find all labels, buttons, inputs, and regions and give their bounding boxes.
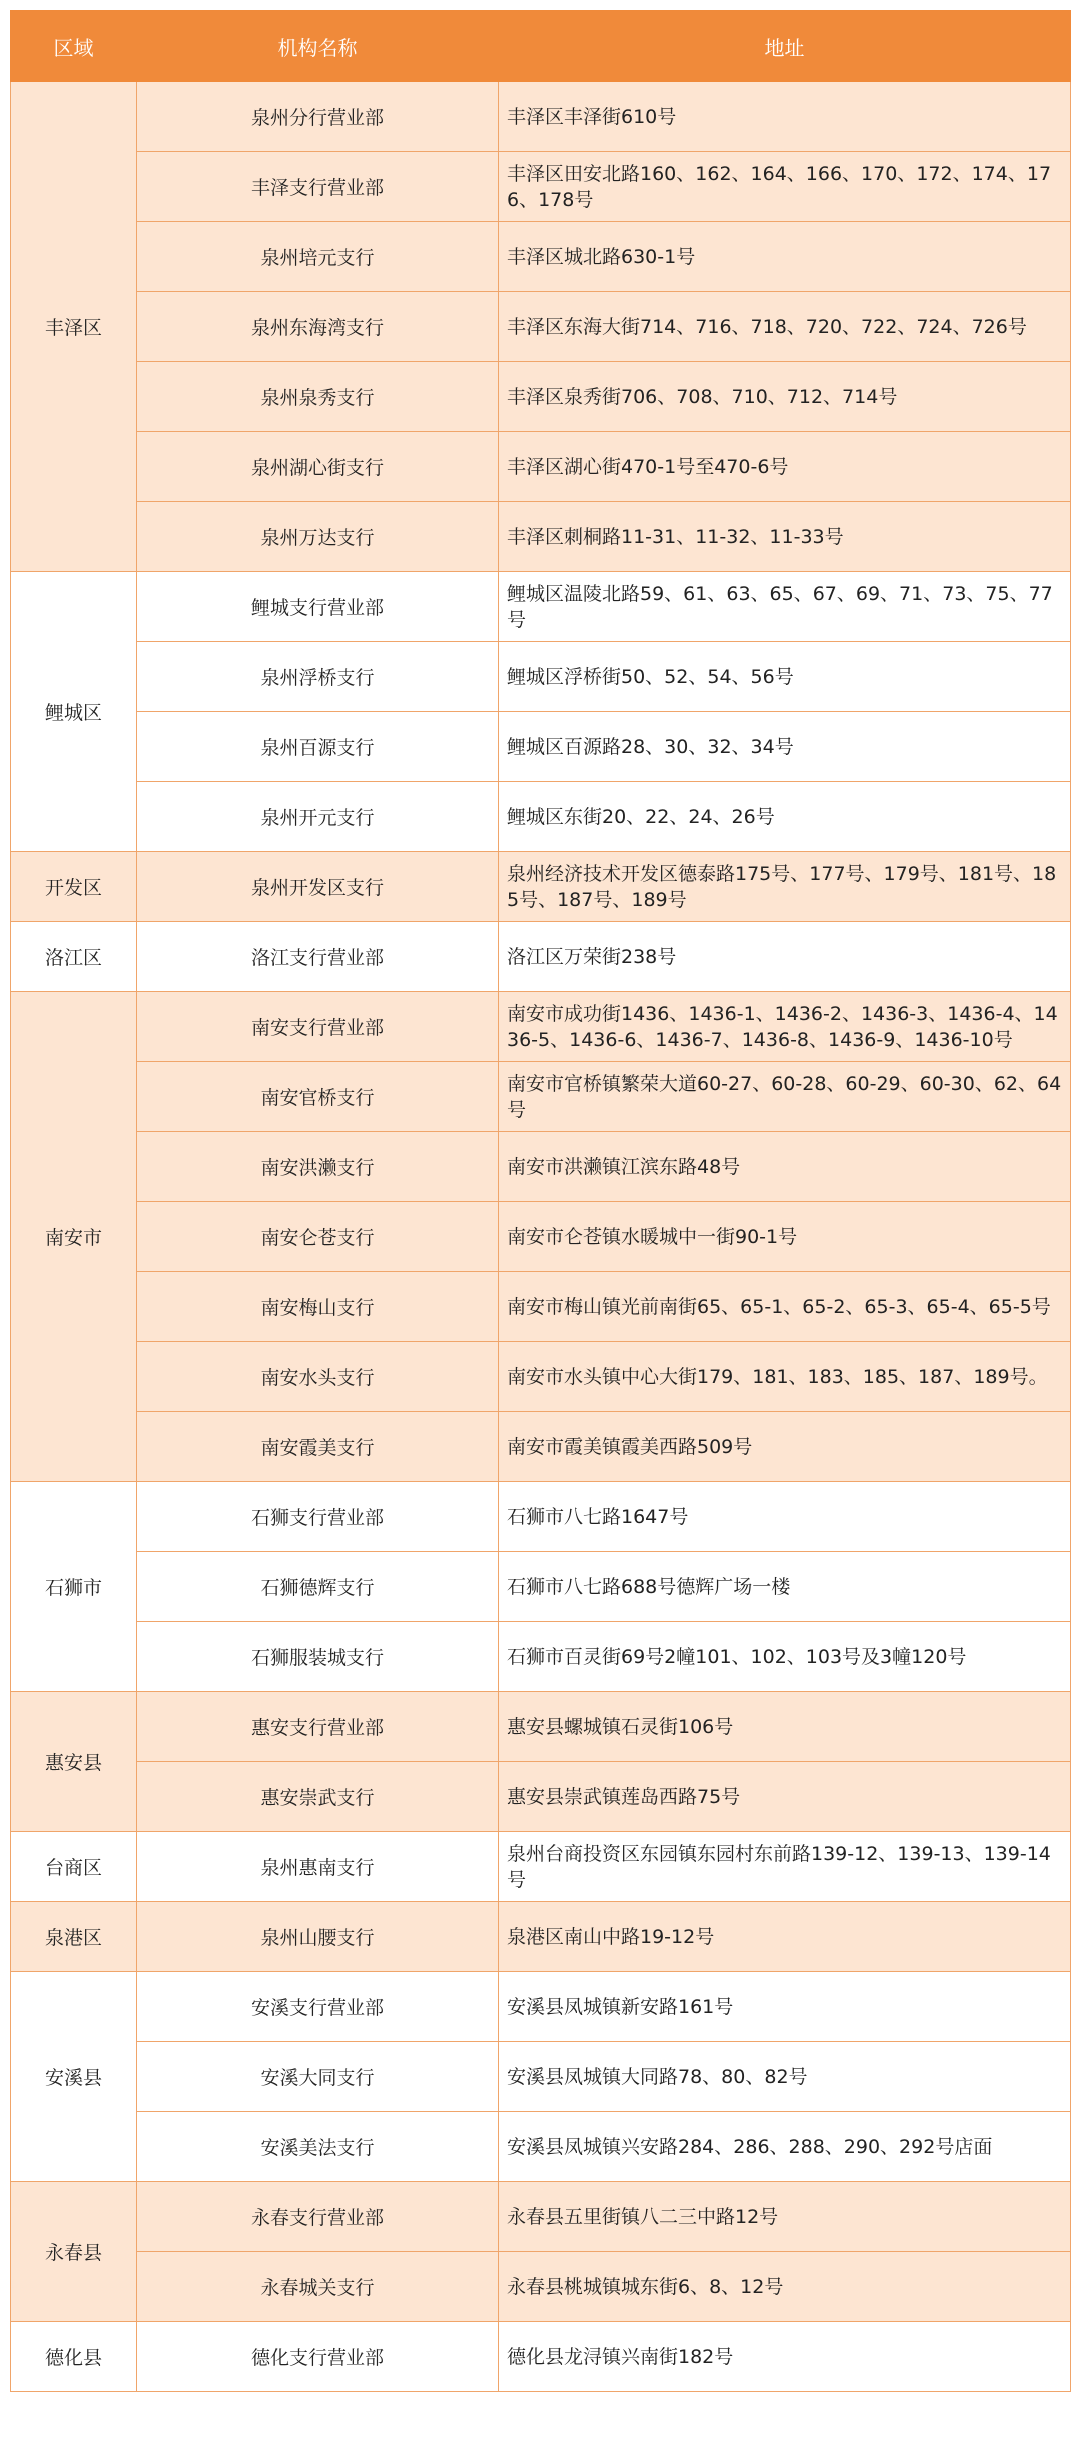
- table-row: [11, 712, 1071, 782]
- address-cell: 洛江区万荣街238号: [499, 922, 1071, 992]
- address-cell: 石狮市百灵街69号2幢101、102、103号及3幢120号: [499, 1622, 1071, 1692]
- region-cell: 德化县: [11, 2322, 137, 2392]
- address-cell: 丰泽区东海大街714、716、718、720、722、724、726号: [499, 292, 1071, 362]
- branch-name-cell: 泉州山腰支行: [137, 1902, 499, 1972]
- table-row: [11, 572, 1071, 642]
- table-row: [11, 1412, 1071, 1482]
- branch-name-cell: 石狮支行营业部: [137, 1482, 499, 1552]
- address-cell: 泉港区南山中路19-12号: [499, 1902, 1071, 1972]
- table-row: [11, 1132, 1071, 1202]
- address-cell: 南安市梅山镇光前南街65、65-1、65-2、65-3、65-4、65-5号: [499, 1272, 1071, 1342]
- branch-name-cell: 永春支行营业部: [137, 2182, 499, 2252]
- table-row: [11, 82, 1071, 152]
- address-cell: 永春县桃城镇城东街6、8、12号: [499, 2252, 1071, 2322]
- region-cell: 丰泽区: [11, 82, 137, 572]
- address-cell: 鲤城区浮桥街50、52、54、56号: [499, 642, 1071, 712]
- address-cell: 安溪县凤城镇兴安路284、286、288、290、292号店面: [499, 2112, 1071, 2182]
- table-row: [11, 432, 1071, 502]
- branch-name-cell: 洛江支行营业部: [137, 922, 499, 992]
- branch-name-cell: 丰泽支行营业部: [137, 152, 499, 222]
- region-cell: 开发区: [11, 852, 137, 922]
- table-row: [11, 1062, 1071, 1132]
- branch-name-cell: 泉州湖心街支行: [137, 432, 499, 502]
- table-row: [11, 782, 1071, 852]
- branch-name-cell: 泉州浮桥支行: [137, 642, 499, 712]
- branch-table: [10, 10, 1071, 2392]
- address-cell: 南安市水头镇中心大街179、181、183、185、187、189号。: [499, 1342, 1071, 1412]
- table-row: [11, 1832, 1071, 1902]
- table-row: [11, 1482, 1071, 1552]
- address-cell: 惠安县崇武镇莲岛西路75号: [499, 1762, 1071, 1832]
- address-cell: 石狮市八七路1647号: [499, 1482, 1071, 1552]
- branch-name-cell: 德化支行营业部: [137, 2322, 499, 2392]
- branch-name-cell: 泉州百源支行: [137, 712, 499, 782]
- address-cell: 南安市仑苍镇水暖城中一街90-1号: [499, 1202, 1071, 1272]
- table-row: [11, 152, 1071, 222]
- table-row: [11, 502, 1071, 572]
- address-cell: 惠安县螺城镇石灵街106号: [499, 1692, 1071, 1762]
- branch-name-cell: 永春城关支行: [137, 2252, 499, 2322]
- address-cell: 永春县五里街镇八二三中路12号: [499, 2182, 1071, 2252]
- table-row: [11, 362, 1071, 432]
- table-row: [11, 1762, 1071, 1832]
- region-cell: 石狮市: [11, 1482, 137, 1692]
- branch-name-cell: 南安仑苍支行: [137, 1202, 499, 1272]
- branch-name-cell: 泉州惠南支行: [137, 1832, 499, 1902]
- address-cell: 安溪县凤城镇新安路161号: [499, 1972, 1071, 2042]
- region-cell: 南安市: [11, 992, 137, 1482]
- branch-table-container: [10, 10, 1070, 2392]
- branch-name-cell: 安溪支行营业部: [137, 1972, 499, 2042]
- address-cell: 丰泽区田安北路160、162、164、166、170、172、174、176、178号: [499, 152, 1071, 222]
- region-cell: 泉港区: [11, 1902, 137, 1972]
- address-cell: 泉州经济技术开发区德泰路175号、177号、179号、181号、185号、187号、189号: [499, 852, 1071, 922]
- address-cell: 南安市成功街1436、1436-1、1436-2、1436-3、1436-4、1436-5、1436-6、1436-7、1436-8、1436-9、1436-10号: [499, 992, 1071, 1062]
- table-row: [11, 1972, 1071, 2042]
- branch-name-cell: 南安梅山支行: [137, 1272, 499, 1342]
- table-row: [11, 642, 1071, 712]
- address-cell: 丰泽区城北路630-1号: [499, 222, 1071, 292]
- branch-name-cell: 石狮服装城支行: [137, 1622, 499, 1692]
- address-cell: 石狮市八七路688号德辉广场一楼: [499, 1552, 1071, 1622]
- branch-name-cell: 泉州分行营业部: [137, 82, 499, 152]
- header-region: 区域: [11, 11, 137, 82]
- table-row: [11, 1622, 1071, 1692]
- branch-name-cell: 泉州万达支行: [137, 502, 499, 572]
- address-cell: 丰泽区刺桐路11-31、11-32、11-33号: [499, 502, 1071, 572]
- address-cell: 南安市官桥镇繁荣大道60-27、60-28、60-29、60-30、62、64号: [499, 1062, 1071, 1132]
- table-row: [11, 992, 1071, 1062]
- branch-name-cell: 泉州泉秀支行: [137, 362, 499, 432]
- table-row: [11, 2252, 1071, 2322]
- branch-name-cell: 惠安支行营业部: [137, 1692, 499, 1762]
- region-cell: 永春县: [11, 2182, 137, 2322]
- table-row: [11, 222, 1071, 292]
- address-cell: 丰泽区泉秀街706、708、710、712、714号: [499, 362, 1071, 432]
- branch-name-cell: 惠安崇武支行: [137, 1762, 499, 1832]
- table-row: [11, 2322, 1071, 2392]
- address-cell: 丰泽区湖心街470-1号至470-6号: [499, 432, 1071, 502]
- region-cell: 台商区: [11, 1832, 137, 1902]
- header-name: 机构名称: [137, 11, 499, 82]
- region-cell: 安溪县: [11, 1972, 137, 2182]
- table-row: [11, 1342, 1071, 1412]
- branch-name-cell: 南安洪濑支行: [137, 1132, 499, 1202]
- table-row: [11, 1552, 1071, 1622]
- branch-name-cell: 石狮德辉支行: [137, 1552, 499, 1622]
- branch-name-cell: 泉州培元支行: [137, 222, 499, 292]
- address-cell: 德化县龙浔镇兴南街182号: [499, 2322, 1071, 2392]
- region-cell: 惠安县: [11, 1692, 137, 1832]
- branch-name-cell: 泉州东海湾支行: [137, 292, 499, 362]
- branch-name-cell: 南安霞美支行: [137, 1412, 499, 1482]
- region-cell: 洛江区: [11, 922, 137, 992]
- branch-name-cell: 鲤城支行营业部: [137, 572, 499, 642]
- table-row: [11, 2112, 1071, 2182]
- address-cell: 鲤城区温陵北路59、61、63、65、67、69、71、73、75、77号: [499, 572, 1071, 642]
- table-row: [11, 1692, 1071, 1762]
- address-cell: 安溪县凤城镇大同路78、80、82号: [499, 2042, 1071, 2112]
- table-row: [11, 852, 1071, 922]
- table-row: [11, 1272, 1071, 1342]
- branch-name-cell: 南安官桥支行: [137, 1062, 499, 1132]
- branch-name-cell: 泉州开元支行: [137, 782, 499, 852]
- table-header-row: [11, 11, 1071, 82]
- branch-name-cell: 安溪大同支行: [137, 2042, 499, 2112]
- branch-name-cell: 南安支行营业部: [137, 992, 499, 1062]
- address-cell: 泉州台商投资区东园镇东园村东前路139-12、139-13、139-14号: [499, 1832, 1071, 1902]
- header-address: 地址: [499, 11, 1071, 82]
- branch-name-cell: 南安水头支行: [137, 1342, 499, 1412]
- table-row: [11, 2042, 1071, 2112]
- branch-name-cell: 泉州开发区支行: [137, 852, 499, 922]
- address-cell: 南安市霞美镇霞美西路509号: [499, 1412, 1071, 1482]
- table-row: [11, 292, 1071, 362]
- table-row: [11, 1902, 1071, 1972]
- table-row: [11, 2182, 1071, 2252]
- table-row: [11, 1202, 1071, 1272]
- table-row: [11, 922, 1071, 992]
- address-cell: 鲤城区东街20、22、24、26号: [499, 782, 1071, 852]
- region-cell: 鲤城区: [11, 572, 137, 852]
- table-body: [11, 82, 1071, 2392]
- address-cell: 鲤城区百源路28、30、32、34号: [499, 712, 1071, 782]
- address-cell: 南安市洪濑镇江滨东路48号: [499, 1132, 1071, 1202]
- address-cell: 丰泽区丰泽街610号: [499, 82, 1071, 152]
- branch-name-cell: 安溪美法支行: [137, 2112, 499, 2182]
